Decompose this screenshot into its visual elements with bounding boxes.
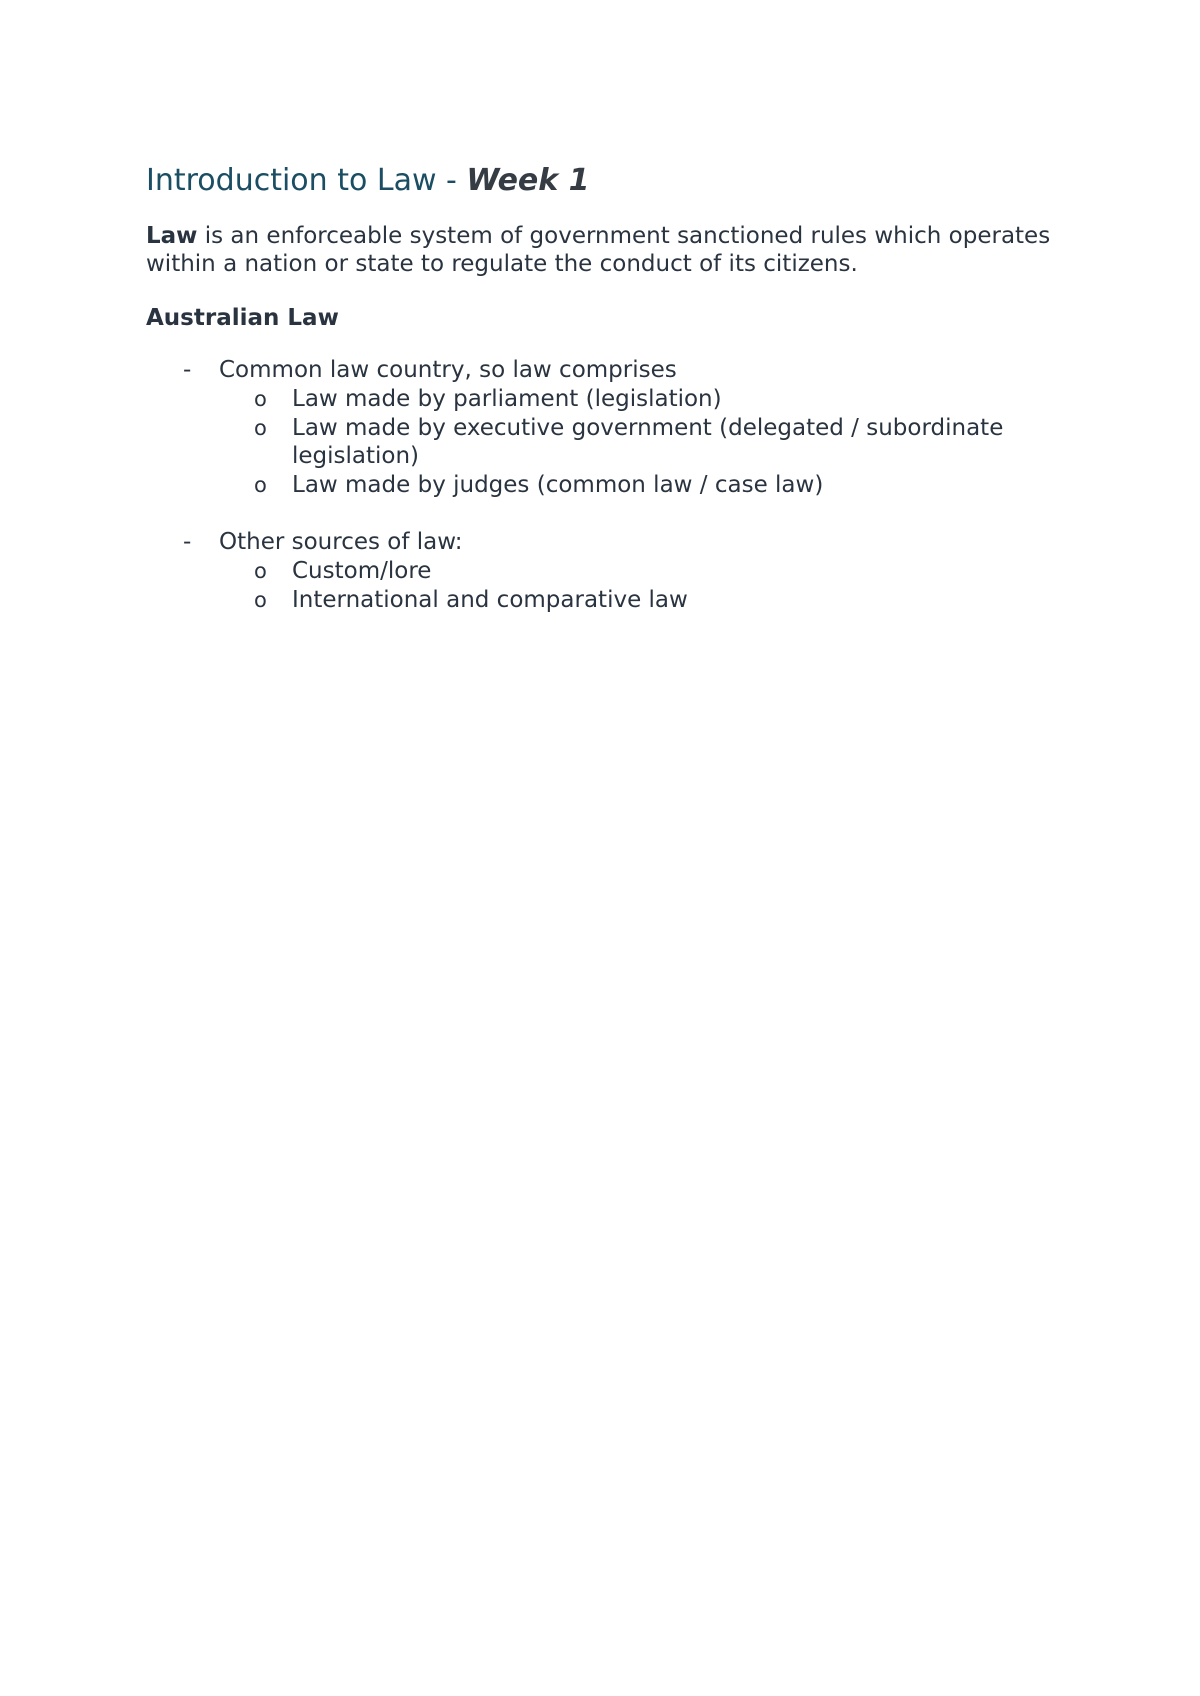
- dash-list: [146, 356, 1066, 614]
- sub-list-item: [219, 414, 1066, 470]
- sub-list-item: [219, 385, 1066, 413]
- sub-list-item: [219, 471, 1066, 499]
- title-main: Introduction to Law -: [146, 163, 467, 198]
- circle-bullet-icon: o: [254, 473, 267, 497]
- sub-list-item-text: International and comparative law: [292, 587, 688, 613]
- circle-bullet-icon: o: [254, 588, 267, 612]
- circle-bullet-icon: o: [254, 559, 267, 583]
- sub-list-item: [219, 586, 1066, 614]
- sub-list-item-text: Law made by executive government (delegated / subordinate legislation): [292, 415, 1004, 469]
- definition-paragraph: [146, 222, 1066, 278]
- sub-list-item: [219, 557, 1066, 585]
- definition-text: is an enforceable system of government sanctioned rules which operates within a nation or state to regulate the conduct of its citizens.: [146, 223, 1051, 277]
- section-heading: Australian Law: [146, 305, 339, 331]
- list-item-text: Common law country, so law comprises: [219, 357, 677, 383]
- title-week: Week 1: [466, 163, 590, 198]
- page-title: [146, 160, 1066, 202]
- dash-marker: -: [183, 529, 192, 555]
- list-item-text: Other sources of law:: [219, 529, 463, 555]
- sub-list: [219, 557, 1066, 614]
- document-body: [146, 160, 1066, 643]
- circle-bullet-icon: o: [254, 387, 267, 411]
- list-item: [146, 356, 1066, 499]
- circle-bullet-icon: o: [254, 416, 267, 440]
- sub-list-item-text: Law made by parliament (legislation): [292, 386, 722, 412]
- sub-list-item-text: Custom/lore: [292, 558, 432, 584]
- sub-list: [219, 385, 1066, 499]
- list-item: [146, 528, 1066, 614]
- definition-term: Law: [146, 223, 198, 249]
- sub-list-item-text: Law made by judges (common law / case law): [292, 472, 824, 498]
- dash-marker: -: [183, 357, 192, 383]
